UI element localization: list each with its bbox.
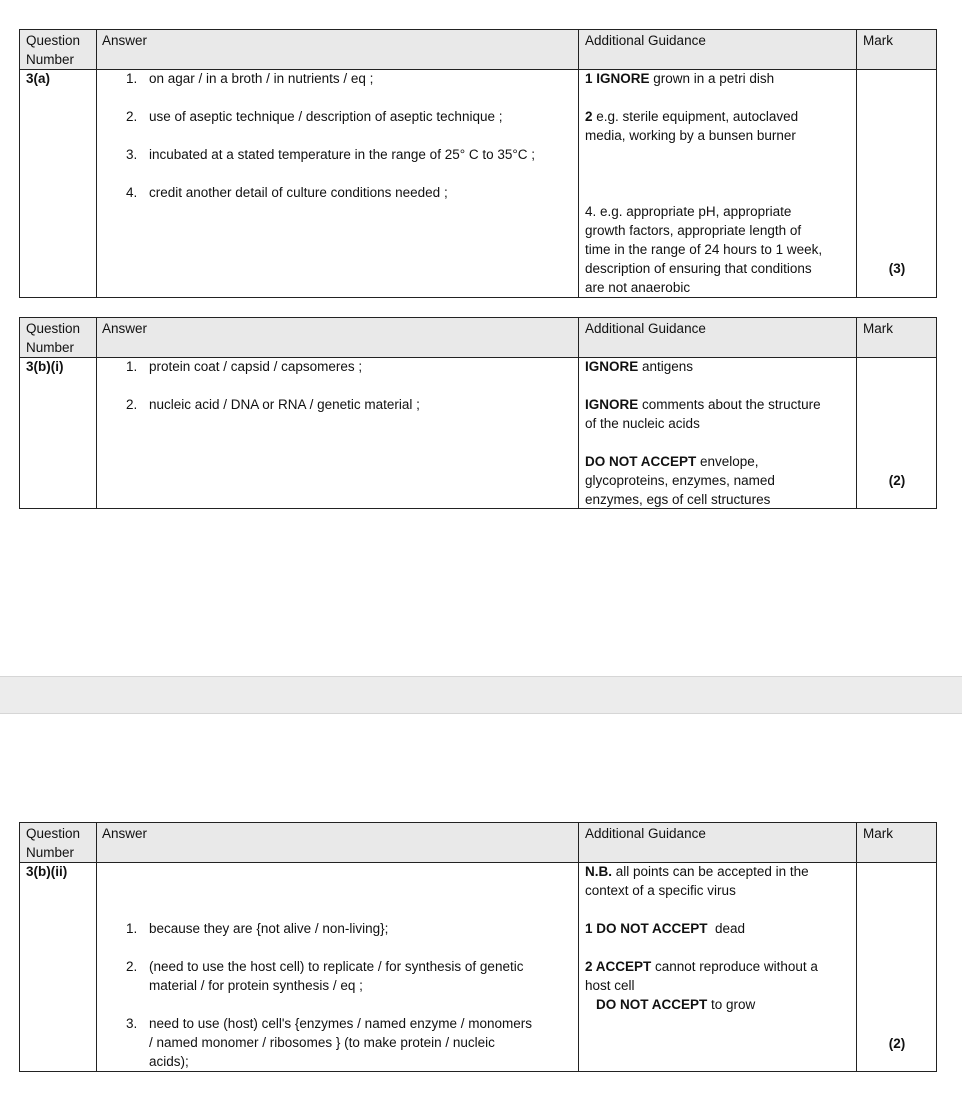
mark-scheme-table-3a: Question Number Answer Additional Guidance Mark 3(a) 1. on agar / in a broth / in nutrients / eq ; 2. use of aseptic technique / description of aseptic technique ; 3. incubated at a stated temperature in the range of 25° C to 35°C ; 4. credit another detail of culture conditions needed ; 1 IGNORE grown in a petri dish 2 e.g. sterile equipment, autoclaved media, working by a bunsen burner 4. e.g. appropriate pH, appropriate growth factors, appropriate length of time in the range of 24 hours to 1 week, description of ensuring that conditions are not anaerobic (3) bbox=[19, 29, 937, 298]
header-answer: Answer bbox=[102, 321, 148, 336]
answer-item: 2. nucleic acid / DNA or RNA / genetic material ; bbox=[126, 397, 420, 412]
header-guidance: Additional Guidance bbox=[585, 33, 706, 48]
question-number: 3(b)(ii) bbox=[26, 864, 68, 879]
header-mark: Mark bbox=[863, 33, 893, 48]
table-header bbox=[20, 823, 936, 863]
header-answer: Answer bbox=[102, 33, 148, 48]
table-header bbox=[20, 30, 936, 70]
answer-item: 1. on agar / in a broth / in nutrients / eq ; bbox=[126, 71, 374, 86]
answer-item: 1. protein coat / capsid / capsomeres ; bbox=[126, 359, 363, 374]
mark-value: (2) bbox=[888, 1036, 906, 1051]
header-question-number: Question Number bbox=[26, 826, 81, 860]
header-question-number: Question Number bbox=[26, 33, 81, 67]
header-mark: Mark bbox=[863, 321, 893, 336]
header-guidance: Additional Guidance bbox=[585, 321, 706, 336]
header-question-number: Question Number bbox=[26, 321, 81, 355]
answer-item: 3. need to use (host) cell's {enzymes / named enzyme / monomers bbox=[126, 1016, 533, 1031]
mark-scheme-table-3bi: Question Number Answer Additional Guidance Mark 3(b)(i) 1. protein coat / capsid / capsomeres ; 2. nucleic acid / DNA or RNA / genetic material ; IGNORE antigens IGNORE comments about the structure of the nucleic acids DO NOT ACCEPT envelope, glycoproteins, enzymes, named enzymes, egs of cell structures (2) bbox=[19, 317, 937, 509]
question-number: 3(a) bbox=[26, 71, 51, 86]
page-break bbox=[0, 676, 962, 714]
answer-item: 1. because they are {not alive / non-living}; bbox=[126, 921, 389, 936]
header-guidance: Additional Guidance bbox=[585, 826, 706, 841]
mark-scheme-table-3bii: Question Number Answer Additional Guidance Mark 3(b)(ii) 1. because they are {not alive / non-living}; 2. (need to use the host cell) to replicate / for synthesis of genetic material / for protein synthesis / eq ; 3. need to use (host) cell's {enzymes / named enzyme / monomers / named monomer / ribosomes } (to make protein / nucleic acids); N.B. all points can be accepted in the context of a specific virus 1 DO NOT ACCEPT dead 2 ACCEPT cannot reproduce without a host cell DO NOT ACCEPT to grow (2) bbox=[19, 822, 937, 1072]
question-number: 3(b)(i) bbox=[26, 359, 64, 374]
answer-item: 4. credit another detail of culture conditions needed ; bbox=[126, 185, 448, 200]
answer-item: 3. incubated at a stated temperature in the range of 25° C to 35°C ; bbox=[126, 147, 536, 162]
header-mark: Mark bbox=[863, 826, 893, 841]
mark-value: (3) bbox=[888, 261, 906, 276]
table-header bbox=[20, 318, 936, 358]
answer-item: 2. (need to use the host cell) to replicate / for synthesis of genetic bbox=[126, 959, 524, 974]
answer-item: 2. use of aseptic technique / description of aseptic technique ; bbox=[126, 109, 503, 124]
mark-value: (2) bbox=[888, 473, 906, 488]
header-answer: Answer bbox=[102, 826, 148, 841]
